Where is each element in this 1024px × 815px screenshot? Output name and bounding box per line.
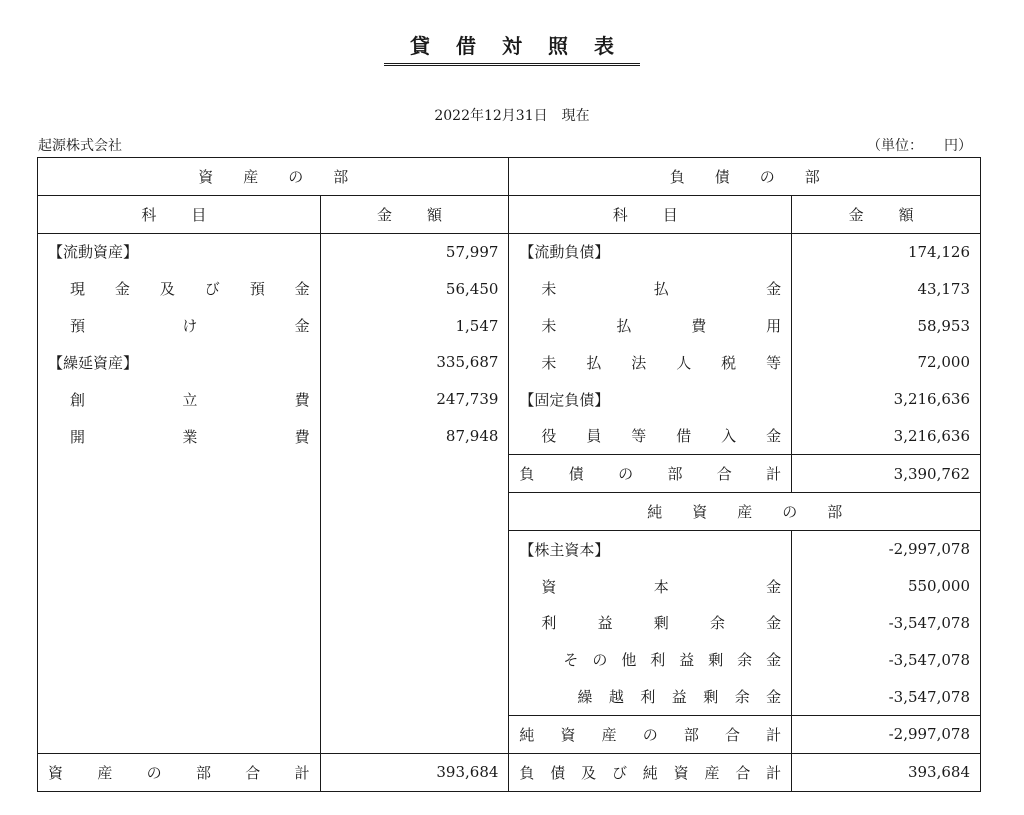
opening-cost-amount: 87,948 — [320, 418, 509, 455]
officer-loans-label: 役 員 等 借 入 金 — [541, 427, 782, 446]
income-tax-label: 未 払 法 人 税 等 — [541, 353, 782, 372]
grand-total-label: 負 債 及 び 純 資 産 合 計 — [519, 763, 782, 782]
officer-loans-amount: 3,216,636 — [792, 418, 981, 455]
table-row — [38, 715, 981, 753]
table-row — [38, 233, 981, 270]
retained-earnings-amount: -3,547,078 — [792, 605, 981, 642]
current-liabilities-amount: 174,126 — [792, 233, 981, 270]
table-row — [38, 381, 981, 418]
accrued-expenses-label: 未 払 費 用 — [541, 317, 782, 336]
deferred-assets-label: 【繰延資産】 — [38, 344, 321, 381]
assets-subject-header: 科 目 — [38, 195, 321, 233]
liabilities-total-label: 負 債 の 部 合 計 — [519, 465, 782, 484]
capital-amount: 550,000 — [792, 568, 981, 605]
retained-earnings-label: 利 益 剰 余 金 — [541, 614, 782, 633]
company-name: 起源株式会社 — [38, 138, 122, 154]
liabilities-total-amount: 3,390,762 — [792, 455, 981, 493]
table-row — [38, 270, 981, 307]
table-row — [38, 530, 981, 567]
document-title: 貸借対照表 — [0, 30, 1024, 66]
cash-label: 現 金 及 び 預 金 — [70, 280, 310, 299]
grand-total-row — [38, 753, 981, 791]
liabilities-section-header: 負 債 の 部 — [509, 158, 981, 196]
deposits-label: 預 け 金 — [70, 317, 310, 336]
cash-amount: 56,450 — [320, 270, 509, 307]
net-assets-section-header: 純 資 産 の 部 — [509, 493, 981, 531]
fixed-liabilities-amount: 3,216,636 — [792, 381, 981, 418]
other-retained-earnings-label: そ の 他 利 益 剰 余 金 — [563, 651, 782, 670]
column-header-row — [38, 195, 981, 233]
assets-section-header: 資 産 の 部 — [38, 158, 509, 196]
opening-cost-label: 開 業 費 — [70, 427, 310, 446]
fixed-liabilities-label: 【固定負債】 — [509, 381, 792, 418]
carried-forward-amount: -3,547,078 — [792, 678, 981, 715]
table-row — [38, 605, 981, 642]
liabilities-subject-header: 科 目 — [509, 195, 792, 233]
deferred-assets-amount: 335,687 — [320, 344, 509, 381]
table-row — [38, 344, 981, 381]
assets-amount-header: 金 額 — [320, 195, 509, 233]
liabilities-amount-header: 金 額 — [792, 195, 981, 233]
current-assets-label: 【流動資産】 — [38, 233, 321, 270]
founding-cost-label: 創 立 費 — [70, 390, 310, 409]
balance-sheet-table — [37, 157, 981, 792]
assets-total-label: 資 産 の 部 合 計 — [48, 763, 310, 782]
net-assets-total-label: 純 資 産 の 部 合 計 — [519, 725, 782, 744]
report-date: 2022年12月31日 現在 — [434, 108, 590, 124]
unit-label: （単位： 円） — [867, 138, 972, 154]
table-row — [38, 641, 981, 678]
carried-forward-label: 繰 越 利 益 剰 余 金 — [577, 688, 782, 707]
table-row — [38, 418, 981, 455]
net-assets-total-amount: -2,997,078 — [792, 715, 981, 753]
deposits-amount: 1,547 — [320, 307, 509, 344]
table-row — [38, 568, 981, 605]
accounts-payable-amount: 43,173 — [792, 270, 981, 307]
grand-total-amount: 393,684 — [792, 753, 981, 791]
section-header-row — [38, 158, 981, 196]
founding-cost-amount: 247,739 — [320, 381, 509, 418]
table-row — [38, 307, 981, 344]
capital-label: 資 本 金 — [541, 577, 782, 596]
table-row — [38, 455, 981, 493]
accounts-payable-label: 未 払 金 — [541, 280, 782, 299]
other-retained-earnings-amount: -3,547,078 — [792, 641, 981, 678]
table-row — [38, 678, 981, 715]
equity-amount: -2,997,078 — [792, 530, 981, 567]
accrued-expenses-amount: 58,953 — [792, 307, 981, 344]
table-row — [38, 493, 981, 531]
equity-label: 【株主資本】 — [509, 530, 792, 567]
assets-total-amount: 393,684 — [320, 753, 509, 791]
current-assets-amount: 57,997 — [320, 233, 509, 270]
income-tax-amount: 72,000 — [792, 344, 981, 381]
current-liabilities-label: 【流動負債】 — [509, 233, 792, 270]
